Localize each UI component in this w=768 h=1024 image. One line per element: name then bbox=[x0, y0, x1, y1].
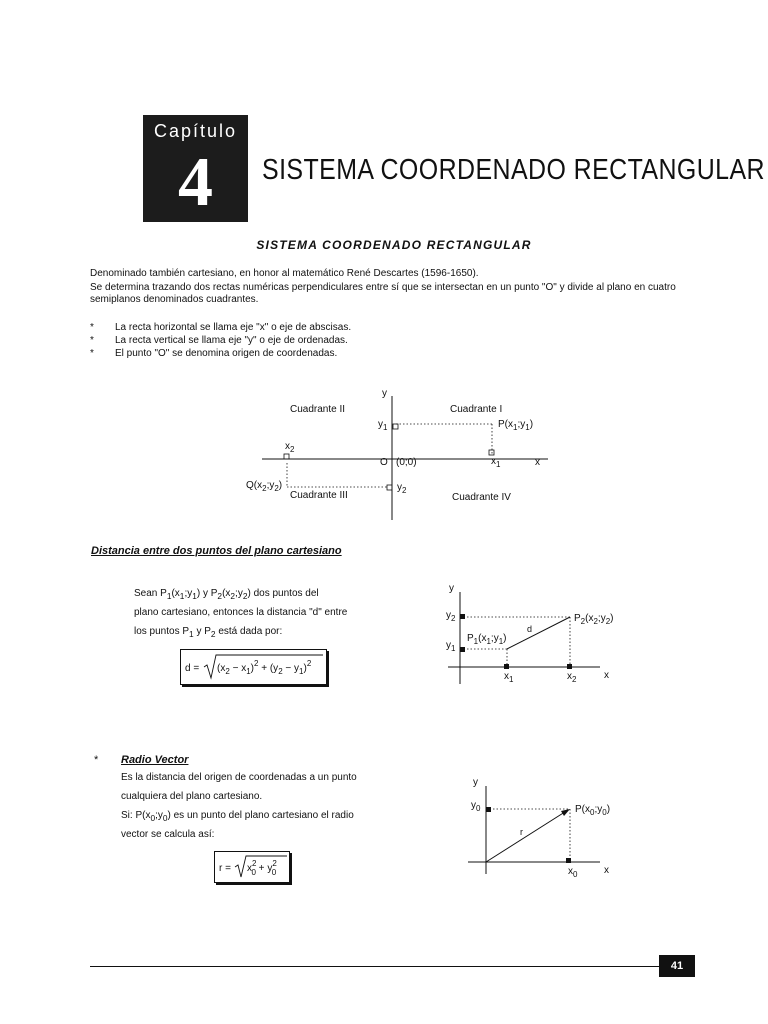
footer-rule bbox=[90, 966, 695, 967]
x-axis-label: x bbox=[535, 457, 540, 468]
quadrant-3-label: Cuadrante III bbox=[290, 490, 348, 501]
chapter-box bbox=[143, 115, 248, 222]
quadrant-2-label: Cuadrante II bbox=[290, 404, 346, 415]
x2-label: $x_2$ bbox=[567, 671, 577, 684]
bullet-text: La recta vertical se llama eje "y" o eje de ordenadas. bbox=[115, 335, 348, 346]
x2-right-angle bbox=[284, 454, 289, 459]
x-axis-label: x bbox=[604, 670, 609, 681]
chapter-number: 4 bbox=[178, 144, 213, 221]
x1-label: $x_1$ bbox=[491, 456, 501, 469]
chapter-word: Capítulo bbox=[153, 121, 238, 141]
radio-bullet-mark: * bbox=[94, 754, 99, 766]
distance-formula bbox=[180, 649, 327, 685]
distance-text-line-1: Sean $P_1(x_1;y_1)$ y $P_2(x_2;y_2)$ dos puntos del bbox=[134, 588, 319, 601]
quadrant-4-label: Cuadrante IV bbox=[452, 492, 511, 503]
x-axis-label: x bbox=[604, 865, 609, 876]
y2-mark bbox=[460, 614, 465, 619]
point-p1-label: $P_1(x_1;y_1)$ bbox=[467, 633, 507, 646]
page-number: 41 bbox=[659, 955, 695, 977]
point-p2-label: $P_2(x_2;y_2)$ bbox=[574, 613, 614, 626]
formula-lhs: d = bbox=[185, 663, 200, 674]
y-axis-label: y bbox=[449, 583, 454, 594]
y0-mark bbox=[486, 807, 491, 812]
quadrants-figure bbox=[230, 382, 560, 527]
distance-segment bbox=[507, 617, 570, 649]
radio-text-line-3: Si: $P(x_0;y_0)$ es un punto del plano cartesiano el radio bbox=[121, 810, 354, 823]
y1-mark bbox=[460, 647, 465, 652]
bullet-mark: * bbox=[90, 348, 94, 359]
x0-mark bbox=[566, 858, 571, 863]
y2-label: $y_2$ bbox=[446, 610, 456, 623]
radio-text-line-4: vector se calcula así: bbox=[121, 829, 215, 840]
y1-label: $y_1$ bbox=[446, 640, 456, 653]
x1-mark bbox=[504, 664, 509, 669]
x1-right-angle bbox=[489, 450, 494, 455]
radio-vector-figure bbox=[460, 770, 630, 882]
section-heading: SISTEMA COORDENADO RECTANGULAR bbox=[256, 238, 532, 252]
distance-text-line-2: plano cartesiano, entonces la distancia "d" entre bbox=[134, 607, 348, 618]
formula-lhs: r = bbox=[219, 863, 231, 874]
y2-label: $y_2$ bbox=[397, 482, 407, 495]
y1-right-angle bbox=[393, 424, 398, 429]
bullet-mark: * bbox=[90, 335, 94, 346]
point-q-label: $Q(x_2;y_2)$ bbox=[246, 480, 283, 493]
distance-heading: Distancia entre dos puntos del plano cartesiano bbox=[91, 545, 342, 557]
origin-coords: (0;0) bbox=[396, 457, 417, 468]
distance-text-line-3: los puntos $P_1$ y $P_2$ está dada por: bbox=[134, 626, 283, 639]
formula-radicand: $x^2$ $0 + y^2$ 0 bbox=[247, 859, 277, 877]
bullet-mark: * bbox=[90, 322, 94, 333]
point-p-label: $P(x_0;y_0)$ bbox=[575, 804, 611, 817]
point-p-label: $P(x_1;y_1)$ bbox=[498, 419, 534, 432]
y-axis-label: y bbox=[382, 388, 387, 399]
intro-paragraph-1: Denominado también cartesiano, en honor al matemático René Descartes (1596-1650). bbox=[90, 268, 479, 279]
distance-formula-svg bbox=[181, 650, 326, 684]
y-axis-label: y bbox=[473, 777, 478, 788]
y2-right-angle bbox=[387, 485, 392, 490]
radio-formula-svg bbox=[215, 852, 289, 882]
quadrant-1-label: Cuadrante I bbox=[450, 404, 503, 415]
chapter-title: SISTEMA COORDENADO RECTANGULAR bbox=[262, 154, 766, 186]
x2-label: $x_2$ bbox=[285, 441, 295, 454]
x0-label: $x_0$ bbox=[568, 866, 578, 879]
bullet-text: El punto "O" se denomina origen de coordenadas. bbox=[115, 348, 338, 359]
radius-vector bbox=[486, 810, 568, 862]
vector-arrowhead bbox=[561, 809, 570, 816]
y0-label: $y_0$ bbox=[471, 800, 481, 813]
bullet-text: La recta horizontal se llama eje "x" o eje de abscisas. bbox=[115, 322, 352, 333]
radio-text-line-2: cualquiera del plano cartesiano. bbox=[121, 791, 263, 802]
x1-label: $x_1$ bbox=[504, 671, 514, 684]
distance-label: d bbox=[527, 624, 533, 634]
radio-formula bbox=[214, 851, 290, 883]
radio-heading: Radio Vector bbox=[121, 754, 189, 766]
distance-figure bbox=[440, 578, 630, 690]
radius-label: r bbox=[520, 827, 523, 837]
y1-label: $y_1$ bbox=[378, 419, 388, 432]
intro-paragraph-2: Se determina trazando dos rectas numéricas perpendiculares entre sí que se intersectan en un punto "O" y divide al plano en cuatro semiplanos denominados cuadrantes. bbox=[90, 282, 676, 305]
origin-label: O bbox=[380, 457, 388, 468]
x2-mark bbox=[567, 664, 572, 669]
formula-radicand: $(x_2 - x_1)^2 + (y_2 - y_1)^2$ bbox=[217, 659, 312, 676]
radio-text-line-1: Es la distancia del origen de coordenadas a un punto bbox=[121, 772, 357, 783]
